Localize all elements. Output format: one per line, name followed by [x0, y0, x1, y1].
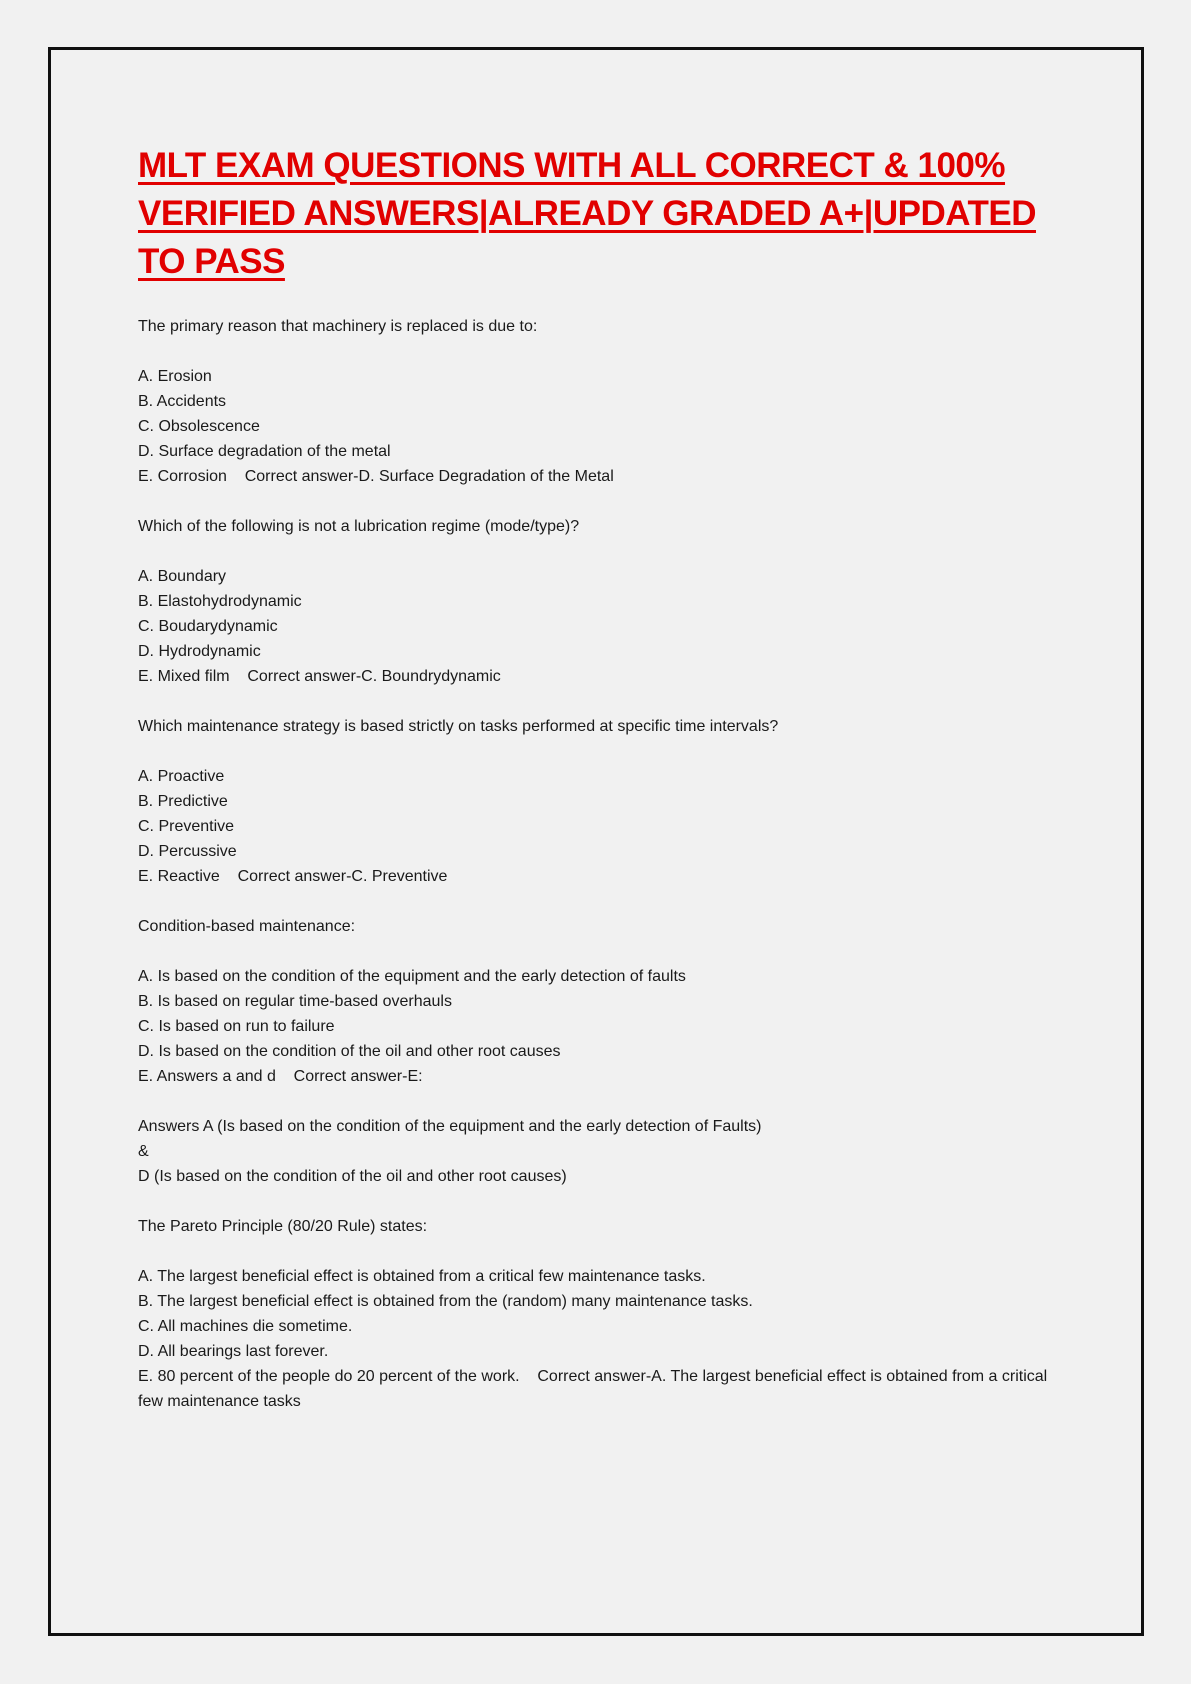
question-options [138, 564, 1054, 689]
title-line-1 [138, 142, 1054, 190]
option-b: B. Is based on regular time-based overhauls [138, 993, 452, 1010]
option-a: A. Is based on the condition of the equipment and the early detection of faults [138, 968, 686, 985]
document-page [48, 47, 1144, 1636]
answer-explanation-line: & [138, 1143, 149, 1160]
title-line-2-text: VERIFIED ANSWERS|ALREADY GRADED A+|UPDATED [138, 194, 1036, 233]
option-a: A. The largest beneficial effect is obtained from a critical few maintenance tasks. [138, 1268, 706, 1285]
questions-body [138, 314, 1054, 1414]
answer-explanation-line: Answers A (Is based on the condition of the equipment and the early detection of Faults) [138, 1118, 762, 1135]
option-d: D. Hydrodynamic [138, 643, 261, 660]
title-line-1-text: MLT EXAM QUESTIONS WITH ALL CORRECT & 100% [138, 146, 1006, 185]
question-block-2 [138, 514, 1054, 689]
question-prompt: Which of the following is not a lubrication regime (mode/type)? [138, 518, 580, 535]
question-block-5 [138, 1214, 1054, 1414]
option-c: C. Is based on run to failure [138, 1018, 335, 1035]
document-title [138, 142, 1054, 286]
question-options [138, 364, 1054, 489]
question-prompt: Condition-based maintenance: [138, 918, 356, 935]
question-prompt: Which maintenance strategy is based strictly on tasks performed at specific time intervals? [138, 718, 779, 735]
option-d: D. All bearings last forever. [138, 1343, 329, 1360]
option-a: A. Erosion [138, 368, 212, 385]
question-block-1 [138, 314, 1054, 489]
question-block-3 [138, 714, 1054, 889]
title-line-3-text: TO PASS [138, 242, 285, 281]
option-c: C. Obsolescence [138, 418, 260, 435]
option-e-with-answer: E. Mixed film Correct answer-C. Boundrydynamic [138, 668, 501, 685]
question-block-4 [138, 914, 1054, 1189]
question-options [138, 764, 1054, 889]
option-c: C. All machines die sometime. [138, 1318, 353, 1335]
answer-explanation-line: D (Is based on the condition of the oil and other root causes) [138, 1168, 567, 1185]
option-e-with-answer: E. 80 percent of the people do 20 percent of the work. Correct answer-A. The largest beneficial effect is obtained from a critical few maintenance tasks [138, 1368, 1052, 1410]
option-a: A. Boundary [138, 568, 227, 585]
option-b: B. Predictive [138, 793, 228, 810]
title-line-3 [138, 238, 1054, 286]
option-b: B. Elastohydrodynamic [138, 593, 302, 610]
question-options [138, 964, 1054, 1089]
option-c: C. Preventive [138, 818, 235, 835]
option-e-with-answer: E. Corrosion Correct answer-D. Surface Degradation of the Metal [138, 468, 614, 485]
option-a: A. Proactive [138, 768, 225, 785]
title-line-2 [138, 190, 1054, 238]
option-d: D. Is based on the condition of the oil and other root causes [138, 1043, 561, 1060]
option-e-with-answer: E. Reactive Correct answer-C. Preventive [138, 868, 448, 885]
option-e-with-answer: E. Answers a and d Correct answer-E: [138, 1068, 423, 1085]
question-prompt: The primary reason that machinery is replaced is due to: [138, 318, 538, 335]
option-b: B. The largest beneficial effect is obtained from the (random) many maintenance tasks. [138, 1293, 753, 1310]
answer-explanation [138, 1114, 1054, 1189]
option-b: B. Accidents [138, 393, 227, 410]
question-prompt: The Pareto Principle (80/20 Rule) states: [138, 1218, 428, 1235]
question-options [138, 1264, 1054, 1414]
option-d: D. Percussive [138, 843, 237, 860]
option-d: D. Surface degradation of the metal [138, 443, 391, 460]
option-c: C. Boudarydynamic [138, 618, 278, 635]
